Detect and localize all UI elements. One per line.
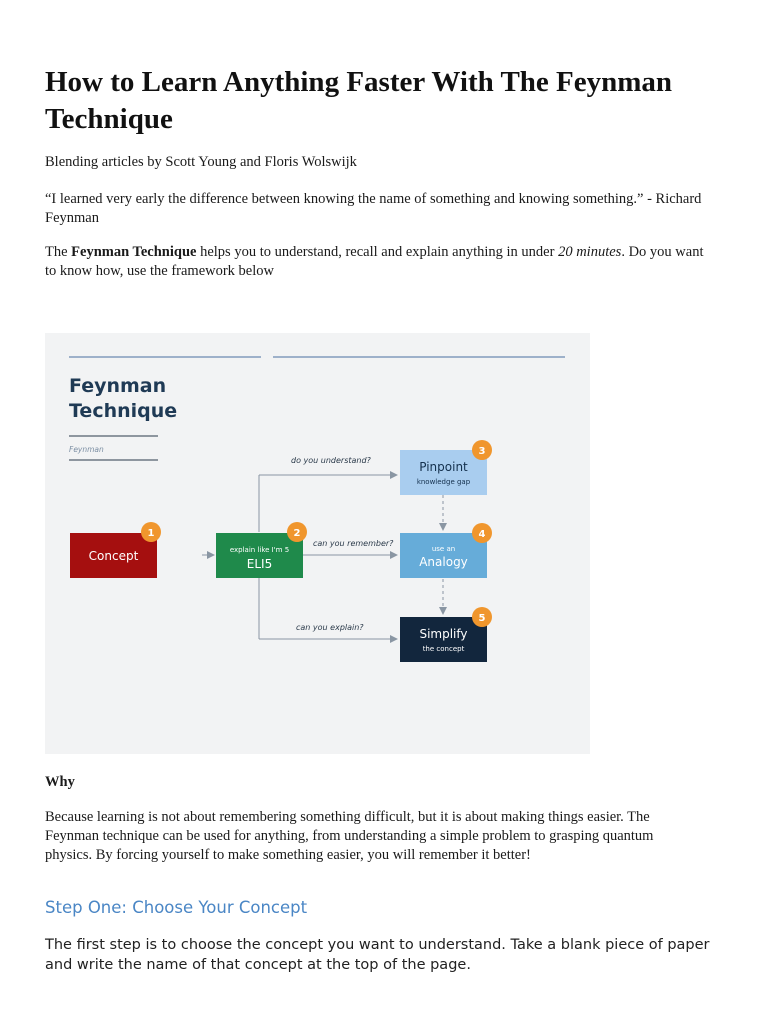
node-simplify [400, 607, 492, 662]
node-pinpoint-small: knowledge gap [416, 478, 471, 486]
diagram-title-line2: Technique [69, 400, 178, 422]
badge-5-number: 5 [478, 613, 486, 624]
node-simplify-small: the concept [422, 645, 465, 653]
node-analogy-small: use an [431, 545, 456, 553]
node-pinpoint-label: Pinpoint [419, 460, 468, 474]
node-analogy-label: Analogy [419, 555, 468, 569]
feynman-quote: “I learned very early the difference between knowing the name of something and knowing something.” - Richard Feynman [45, 191, 702, 226]
edge-label-remember: can you remember? [313, 539, 394, 548]
intro-text-pre: The [45, 244, 72, 260]
step-one-heading: Step One: Choose Your Concept [45, 898, 308, 917]
node-eli5 [216, 522, 307, 578]
why-heading: Why [45, 774, 75, 790]
badge-3-number: 3 [478, 446, 486, 457]
intro-italic-time: 20 minutes [558, 244, 622, 260]
intro-paragraph [45, 243, 715, 281]
badge-1-number: 1 [147, 528, 155, 539]
diagram-title-line1: Feynman [69, 375, 167, 397]
byline: Blending articles by Scott Young and Floris Wolswijk [45, 154, 357, 170]
feynman-diagram-svg [45, 333, 590, 754]
diagram-subtitle: Feynman [69, 445, 104, 454]
why-body: Because learning is not about remembering something difficult, but it is about making things easier. The Feynman technique can be used for anything, from understanding a simple problem to grasping quantum physics. By forcing yourself to make something easier, you will remember it better! [45, 809, 654, 863]
intro-text-post: . Do you want to know how, use the framework below [45, 244, 704, 279]
intro-text-mid: helps you to understand, recall and explain anything in under [196, 244, 559, 260]
node-simplify-label: Simplify [419, 627, 468, 641]
node-eli5-small: explain like I'm 5 [229, 546, 290, 554]
node-analogy [400, 523, 492, 578]
intro-bold-term: Feynman Technique [71, 244, 197, 260]
edge-label-understand: do you understand? [291, 456, 371, 465]
node-eli5-label: ELI5 [246, 557, 273, 571]
edge-label-explain: can you explain? [296, 623, 364, 632]
badge-2-number: 2 [293, 528, 301, 539]
node-pinpoint [400, 440, 492, 495]
article-title: How to Learn Anything Faster With The Feynman Technique [45, 66, 673, 135]
feynman-diagram [45, 333, 590, 754]
node-concept-label: Concept [88, 549, 139, 563]
badge-4-number: 4 [478, 529, 486, 540]
step-one-body: The first step is to choose the concept you want to understand. Take a blank piece of paper and write the name of that concept at the top of the page. [45, 937, 710, 973]
node-eli5-box [216, 533, 303, 578]
node-concept [70, 522, 161, 578]
